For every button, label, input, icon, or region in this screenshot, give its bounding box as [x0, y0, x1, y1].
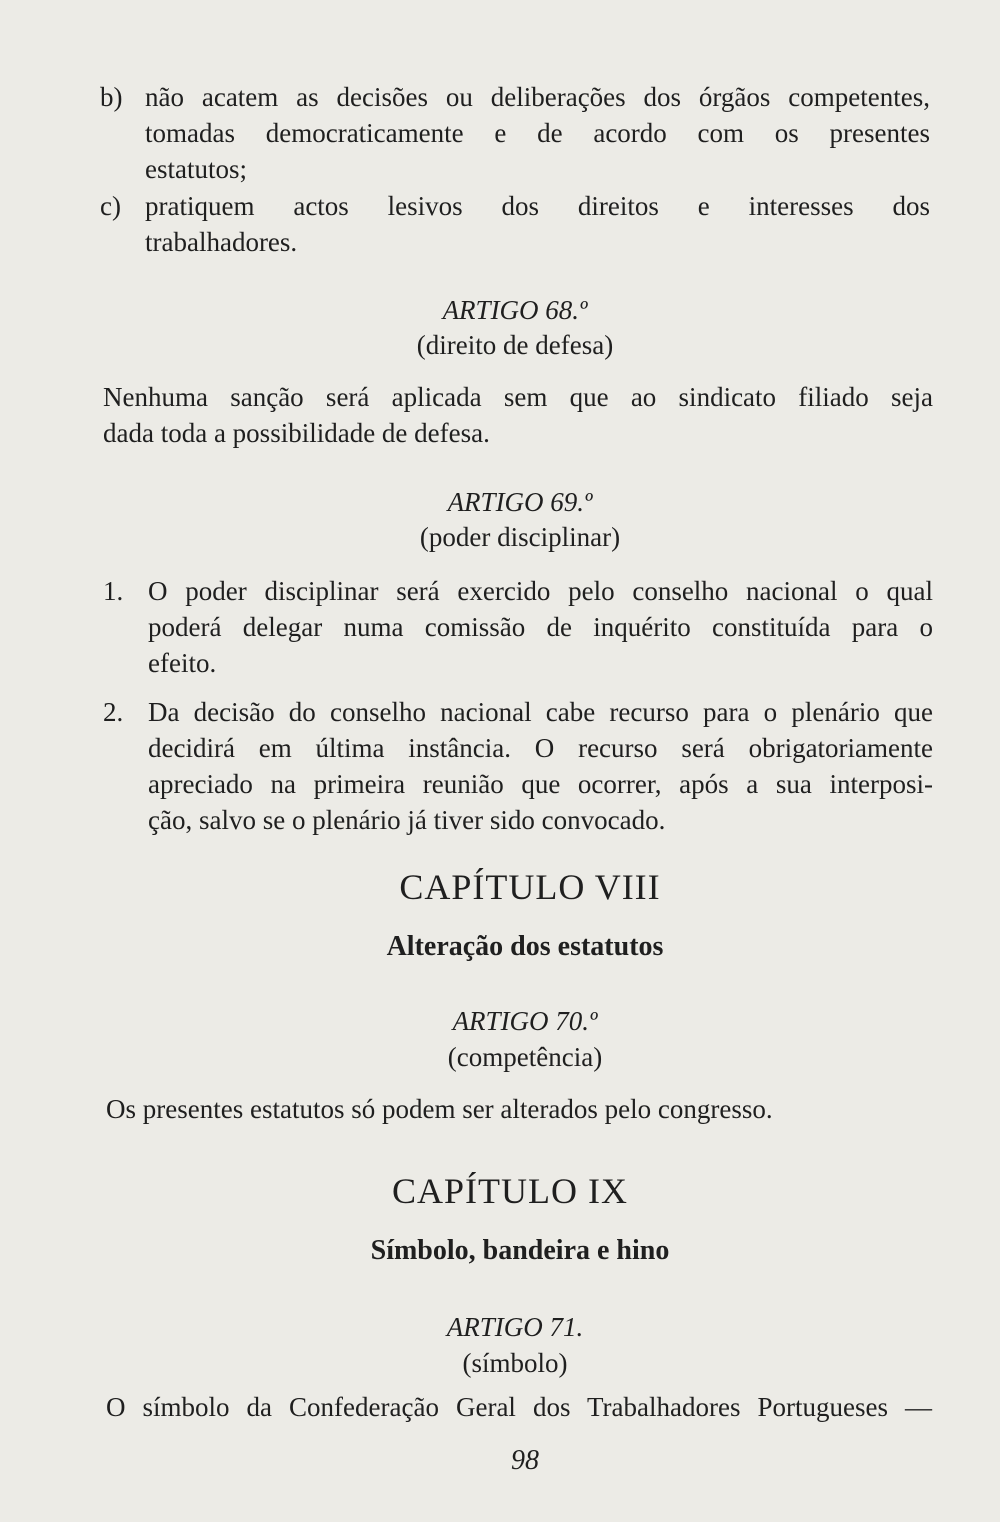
article-69-subtitle: (poder disciplinar)	[419, 522, 621, 552]
article-69-heading: ARTIGO 69.º	[447, 487, 593, 517]
item-b-line-1: não acatem as decisões ou deliberações dos órgãos competentes,	[145, 82, 930, 112]
article-70-subtitle: (competência)	[447, 1042, 603, 1072]
article-70-line-1: Os presentes estatutos só podem ser alterados pelo congresso.	[106, 1094, 773, 1124]
article-69-item-2-line-3: apreciado na primeira reunião que ocorrer, após a sua interposi-	[148, 769, 933, 799]
chapter-9-title: CAPÍTULO IX	[392, 1171, 628, 1211]
article-69-item-1-line-3: efeito.	[148, 648, 217, 678]
article-69-item-2-line-2: decidirá em última instância. O recurso será obrigatoriamente	[148, 733, 933, 763]
article-69-item-1-line-1: O poder disciplinar será exercido pelo conselho nacional o qual	[148, 576, 933, 606]
article-68-heading: ARTIGO 68.º	[442, 295, 588, 325]
item-b-line-3: estatutos;	[145, 154, 247, 184]
article-69-item-2-line-1: Da decisão do conselho nacional cabe recurso para o plenário que	[148, 697, 933, 727]
article-69-item-2-line-4: ção, salvo se o plenário já tiver sido convocado.	[148, 805, 666, 835]
article-71-subtitle: (símbolo)	[462, 1348, 568, 1378]
article-68-subtitle: (direito de defesa)	[416, 330, 614, 360]
article-69-item-2-label: 2.	[103, 697, 124, 727]
chapter-8-title: CAPÍTULO VIII	[399, 867, 661, 907]
article-68-line-2: dada toda a possibilidade de defesa.	[103, 418, 490, 448]
article-68-line-1: Nenhuma sanção será aplicada sem que ao sindicato filiado seja	[103, 382, 933, 412]
article-71-line-1: O símbolo da Confederação Geral dos Trabalhadores Portugueses —	[106, 1392, 932, 1422]
item-c-line-2: trabalhadores.	[145, 227, 298, 257]
item-c-label: c)	[100, 191, 121, 221]
chapter-9-subtitle: Símbolo, bandeira e hino	[370, 1235, 670, 1266]
article-70-heading: ARTIGO 70.º	[452, 1006, 598, 1036]
item-b-label: b)	[100, 82, 123, 112]
article-69-item-1-label: 1.	[103, 576, 124, 606]
item-c-line-1: pratiquem actos lesivos dos direitos e interesses dos	[145, 191, 930, 221]
chapter-8-subtitle: Alteração dos estatutos	[386, 931, 664, 962]
item-b-line-2: tomadas democraticamente e de acordo com os presentes	[145, 118, 930, 148]
article-69-item-1-line-2: poderá delegar numa comissão de inquérito constituída para o	[148, 612, 933, 642]
article-71-heading: ARTIGO 71.	[446, 1312, 584, 1342]
page-number: 98	[511, 1445, 539, 1476]
